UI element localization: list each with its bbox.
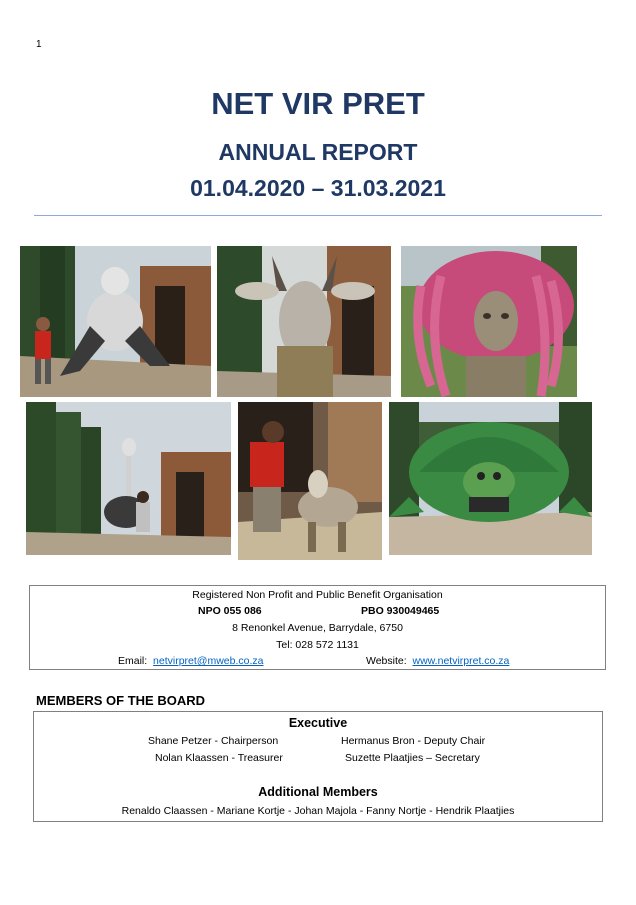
website-label: Website:	[366, 655, 407, 667]
photo-donkey-puppet	[238, 402, 382, 560]
page-number: 1	[36, 39, 42, 50]
registration-line: Registered Non Profit and Public Benefit Organisation	[192, 589, 443, 601]
secretary: Suzette Plaatjies – Secretary	[345, 752, 480, 764]
treasurer: Nolan Klaassen - Treasurer	[155, 752, 283, 764]
photo-kudu-puppet	[217, 246, 391, 397]
npo-number: NPO 055 086	[198, 605, 262, 617]
report-title: NET VIR PRET	[211, 86, 425, 121]
board-heading: MEMBERS OF THE BOARD	[36, 693, 205, 708]
chairperson: Shane Petzer - Chairperson	[148, 735, 279, 747]
additional-members-list: Renaldo Claassen - Mariane Kortje - Johan Majola - Fanny Nortje - Hendrik Plaatjies	[121, 805, 515, 817]
email-link[interactable]: netvirpret@mweb.co.za	[153, 655, 264, 667]
report-subtitle: ANNUAL REPORT	[218, 139, 418, 165]
telephone: Tel: 028 572 1131	[276, 639, 359, 651]
address: 8 Renonkel Avenue, Barrydale, 6750	[232, 622, 403, 634]
additional-members-heading: Additional Members	[258, 785, 378, 799]
report-period: 01.04.2020 – 31.03.2021	[190, 175, 446, 201]
organisation-info-box	[29, 585, 606, 670]
photo-bird-puppet	[20, 246, 211, 397]
photo-tortoise-puppet	[389, 402, 592, 555]
email-row	[118, 655, 263, 667]
executive-heading: Executive	[288, 716, 348, 730]
deputy-chair: Hermanus Bron - Deputy Chair	[341, 735, 486, 747]
pbo-number: PBO 930049465	[361, 605, 440, 617]
board-box	[33, 711, 603, 822]
website-row	[366, 655, 509, 667]
email-label: Email:	[118, 655, 148, 667]
photo-ostrich-puppet	[26, 402, 231, 555]
photo-pink-hair-puppet	[401, 246, 577, 397]
title-divider	[34, 215, 602, 216]
website-link[interactable]: www.netvirpret.co.za	[412, 655, 510, 667]
